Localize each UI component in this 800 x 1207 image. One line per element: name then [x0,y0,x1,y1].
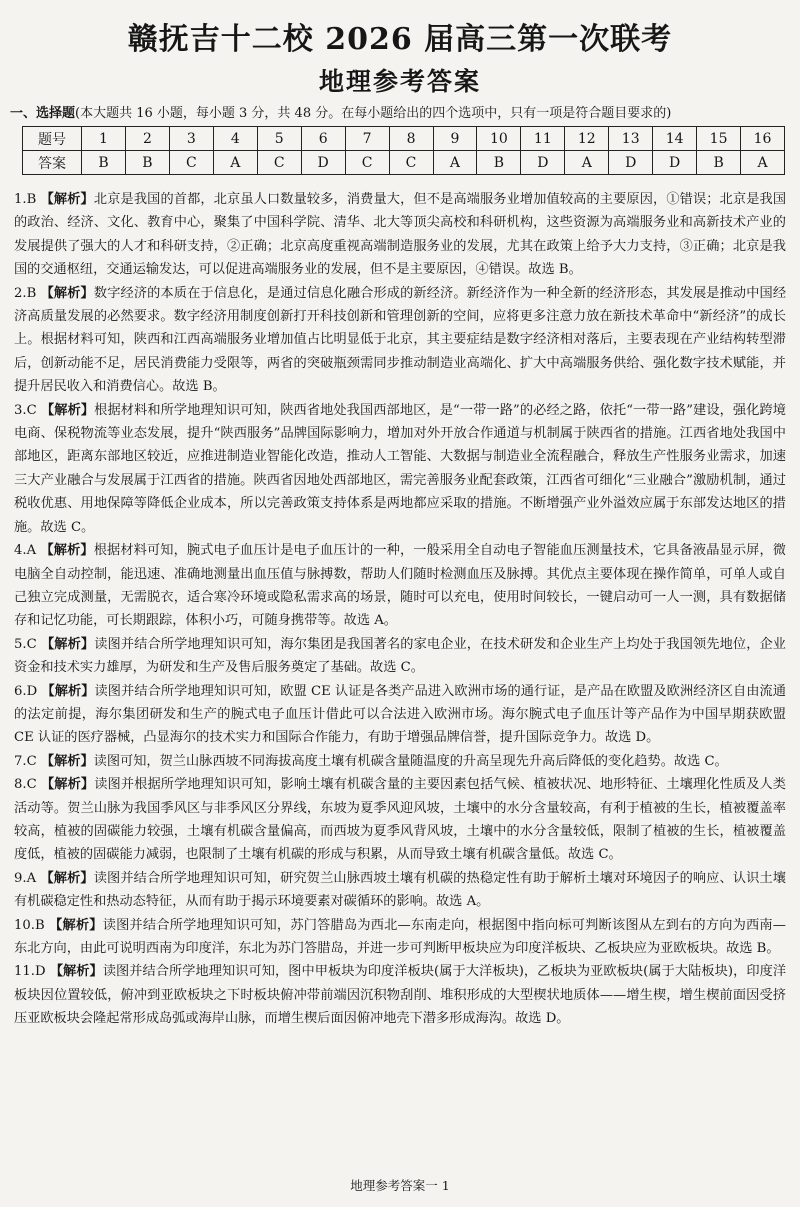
answer-cell: B [697,151,741,175]
question-number-cell: 10 [477,127,521,151]
question-number-cell: 15 [697,127,741,151]
explanation-item [14,539,786,633]
item-number: 11.D [14,964,46,980]
analysis-tag: 【解析】 [49,917,103,933]
question-number-cell: 7 [345,127,389,151]
answer-row [23,151,785,175]
explanation-item [14,773,786,867]
question-number-cell: 16 [741,127,785,151]
explanation-text: 读图并结合所学地理知识可知，海尔集团是我国著名的家电企业，在技术研发和企业生产上均处于我国领先地位，企业资金和技术实力雄厚，为研发和生产及售后服务奠定了基础。故选 C。 [14,636,786,676]
item-number: 5.C [14,636,37,652]
analysis-tag: 【解析】 [40,402,95,418]
explanations-list [14,188,786,1031]
row-label-answer: 答案 [23,151,82,175]
question-number-cell: 2 [125,127,169,151]
explanation-text: 读图并结合所学地理知识可知，图中甲板块为印度洋板块(属于大洋板块)，乙板块为亚欧板块(属于大陆板块)，印度洋板块因位置较低，俯冲到亚欧板块之下时板块俯冲带前端因沉积物刮削、堆积形成的大型楔状地质体——增生楔，增生楔前面因受挤压亚欧板块会隆起常形成岛弧或海岸山脉，而增生楔后面因俯冲地壳下潜多形成海沟。故选 D。 [14,964,787,1027]
answer-cell: C [389,151,433,175]
explanation-item [14,282,786,399]
question-number-cell: 13 [609,127,653,151]
answer-table [22,126,785,175]
page-subtitle: 地理参考答案 [318,67,481,96]
answer-cell: D [609,151,653,175]
question-number-cell: 3 [169,127,213,151]
item-number: 7.C [14,753,37,769]
answer-cell: B [82,151,126,175]
answer-cell: D [301,151,345,175]
question-number-cell: 6 [301,127,345,151]
item-number: 6.D [14,683,38,699]
item-number: 10.B [14,917,45,933]
page-title: 赣抚吉十二校 2026 届高三第一次联考 [127,22,673,57]
explanation-item [14,960,786,1030]
explanation-text: 北京是我国的首都，北京虽人口数量较多，消费量大，但不是高端服务业增加值较高的主要原因，①错误；北京是我国的政治、经济、文化、教育中心，聚集了中国科学院、清华、北大等顶尖高校和科研机构，这些资源为高端服务业和高新技术产业的发展提供了强大的人才和科研支持，②正确；北京高度重视高端制造服务业的发展，尤其在政策上给予大力支持，③正确；北京是我国的交通枢纽，交通运输发达，可以促进高端服务业的发展，但不是主要原因，④错误。故选 B。 [14,192,787,278]
explanation-text: 读图并根据所学地理知识可知，影响土壤有机碳含量的主要因素包括气候、植被状况、地形特征、土壤理化性质及人类活动等。贺兰山脉为我国季风区与非季风区分界线，东坡为夏季风迎风坡，土壤中的水分含量较高，有利于植被的生长，植被覆盖率较高，植被的固碳能力较强，土壤有机碳含量偏高，而西坡为夏季风背风坡，土壤中的水分含量较低，限制了植被的生长，植被覆盖度低，植被的固碳能力减弱，也限制了土壤有机碳的形成与积累，从而导致土壤有机碳含量低。故选 C。 [14,777,786,863]
question-number-cell: 12 [565,127,609,151]
explanation-text: 读图可知，贺兰山脉西坡不同海拔高度土壤有机碳含量随温度的升高呈现先升高后降低的变化趋势。故选 C。 [93,753,728,769]
item-number: 8.C [14,777,37,793]
answer-cell: C [257,151,301,175]
question-number-cell: 8 [389,127,433,151]
question-number-cell: 11 [521,127,565,151]
analysis-tag: 【解析】 [49,964,103,980]
question-number-cell: 1 [82,127,126,151]
analysis-tag: 【解析】 [40,192,94,207]
item-number: 1.B [14,192,37,207]
explanation-item [14,867,786,914]
explanation-text: 读图并结合所学地理知识可知，欧盟 CE 认证是各类产品进入欧洲市场的通行证，是产品在欧盟及欧洲经济区自由流通的法定前提，海尔集团研发和生产的腕式电子血压计借此可以合法进入欧洲市场。海尔腕式电子血压计等产品作为中国早期获欧盟 CE 认证的医疗器械，凸显海尔的技术实力和国际合作能力，有助于增强品牌信誉，提升国际竞争力。故选 D。 [14,683,786,746]
item-number: 9.A [14,870,37,886]
explanation-item [14,633,786,680]
answer-cell: D [521,151,565,175]
answer-cell: A [741,151,785,175]
question-number-cell: 4 [213,127,257,151]
section-label: 一、选择题 [10,106,76,121]
question-number-cell: 9 [433,127,477,151]
explanation-text: 根据材料和所学地理知识可知，陕西省地处我国西部地区，是“一带一路”的必经之路，依托“一带一路”建设，强化跨境电商、保税物流等业态发展，提升“陕西服务”品牌国际影响力，增加对外开放合作通道与机制属于陕西省的措施。江西省地处我国中部地区，距离东部地区较近，应推进制造业智能化改造，推动人工智能、大数据与制造业全流程融合，释放生产性服务业需求，加速三大产业融合与发展属于江西省的措施。陕西省因地处西部地区，需完善服务业配套政策，江西省可细化“三业融合”激励机制，通过税收优惠、用地保障等降低企业成本，所以完善政策支持体系是两地都应采取的措施。不断增强产业外溢效应属于东部发达地区的措施。故选 C。 [14,402,786,535]
explanation-text: 读图并结合所学地理知识可知，苏门答腊岛为西北—东南走向，根据图中指向标可判断该图从左到右的方向为西南—东北方向，由此可说明西南为印度洋，东北为苏门答腊岛，并进一步可判断甲板块应为印度洋板块、乙板块应为亚欧板块。故选 B。 [14,917,786,956]
explanation-text: 根据材料可知，腕式电子血压计是电子血压计的一种，一般采用全自动电子智能血压测量技术，它具备液晶显示屏，微电脑全自动控制，能迅速、准确地测量出血压值与脉搏数，帮助人们随时检测血压及脉搏。其优点主要体现在操作简单，可单人或自己独立完成测量，无需脱衣，适合寒冷环境或隐私需求高的场景，随时可以充电，使用时间较长，一键启动可一人一测，具有数据储存和记忆功能，可长期跟踪，体积小巧，可随身携带等。故选 A。 [14,543,786,629]
answer-cell: C [169,151,213,175]
answer-cell: C [345,151,389,175]
explanation-text: 读图并结合所学地理知识可知，研究贺兰山脉西坡土壤有机碳的热稳定性有助于解析土壤对环境因子的响应、认识土壤有机碳稳定性和热动态特征，从而有助于揭示环境要素对碳循环的影响。故选 A。 [14,870,786,910]
page-footer: 地理参考答案一 1 [350,1178,450,1193]
analysis-tag: 【解析】 [41,777,95,793]
answer-cell: A [213,151,257,175]
explanation-item [14,914,786,961]
answer-cell: B [125,151,169,175]
analysis-tag: 【解析】 [41,683,95,699]
question-number-cell: 14 [653,127,697,151]
answer-cell: A [433,151,477,175]
explanation-item [14,680,786,750]
analysis-tag: 【解析】 [40,543,94,559]
analysis-tag: 【解析】 [40,753,94,769]
explanation-item [14,188,786,282]
explanation-item [14,750,786,773]
item-number: 3.C [14,402,37,418]
analysis-tag: 【解析】 [41,636,95,652]
analysis-tag: 【解析】 [40,285,94,301]
answer-cell: D [653,151,697,175]
answer-cell: A [565,151,609,175]
explanation-text: 数字经济的本质在于信息化，是通过信息化融合形成的新经济。新经济作为一种全新的经济形态，其发展是推动中国经济高质量发展的必然要求。数字经济用制度创新打开科技创新和管理创新的空间，应将更多注意力放在新技术革命中“新经济”的成长上。根据材料可知，陕西和江西高端服务业增加值占比明显低于北京，其主要症结是数字经济相对落后，主要表现在产业结构转型滞后，创新动能不足，居民消费能力受限等，两省的突破瓶颈需同步推动制造业高端化、扩大中高端服务供给、强化数字技术赋能，并提升居民收入和消费信心。故选 B。 [14,285,787,395]
answer-cell: B [477,151,521,175]
explanation-item [14,399,786,539]
row-label-question-number: 题号 [23,127,82,151]
question-number-cell: 5 [257,127,301,151]
analysis-tag: 【解析】 [40,870,94,886]
item-number: 4.A [14,543,37,559]
section-heading [10,102,795,121]
item-number: 2.B [14,285,37,301]
section-instruction: (本大题共 16 小题，每小题 3 分，共 48 分。在每小题给出的四个选项中，只有一项是符合题目要求的) [75,106,672,121]
question-number-row [23,127,785,151]
